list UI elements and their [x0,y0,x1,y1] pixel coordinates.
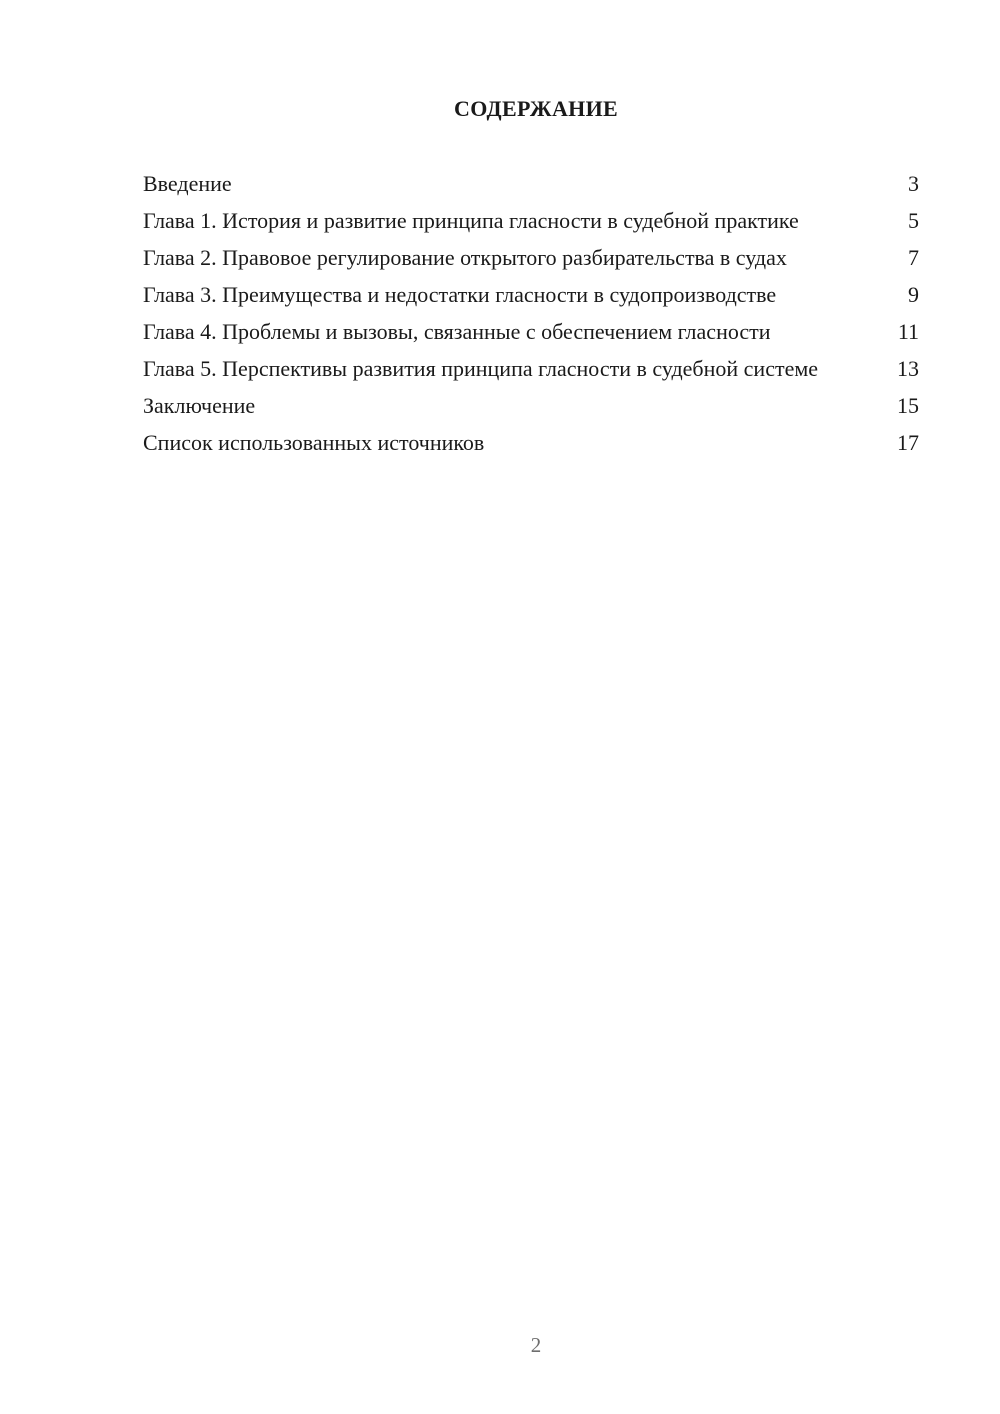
toc-entry-page: 5 [908,208,919,233]
toc-entry-title: Заключение [143,393,256,418]
toc-entry-title: Глава 5. Перспективы развития принципа гласности в судебной системе [143,356,819,381]
toc-entry-title: Глава 1. История и развитие принципа гласности в судебной практике [143,208,799,233]
page-number: 2 [530,1333,542,1357]
toc-entry-chapter-3 [143,281,919,308]
toc-entry-page: 17 [897,430,919,455]
toc-entry-chapter-2 [143,244,919,271]
table-of-contents [143,170,919,466]
toc-entry-title: Список использованных источников [143,430,485,455]
toc-entry-page: 3 [908,171,919,196]
toc-entry-title: Глава 2. Правовое регулирование открытого разбирательства в судах [143,245,787,270]
toc-entry-page: 9 [908,282,919,307]
toc-entry-page: 13 [897,356,919,381]
page-title: СОДЕРЖАНИЕ [454,96,618,121]
toc-entry-chapter-4 [143,318,919,345]
toc-entry-conclusion [143,392,919,419]
toc-entry-title: Глава 3. Преимущества и недостатки гласности в судопроизводстве [143,282,777,307]
toc-entry-chapter-1 [143,207,919,234]
toc-entry-page: 7 [908,245,919,270]
toc-entry-references [143,429,919,456]
toc-entry-page: 11 [897,319,919,344]
toc-entry-title: Введение [143,171,232,196]
toc-entry-chapter-5 [143,355,919,382]
toc-entry-page: 15 [897,393,919,418]
toc-entry-introduction [143,170,919,197]
toc-entry-title: Глава 4. Проблемы и вызовы, связанные с обеспечением гласности [143,319,771,344]
